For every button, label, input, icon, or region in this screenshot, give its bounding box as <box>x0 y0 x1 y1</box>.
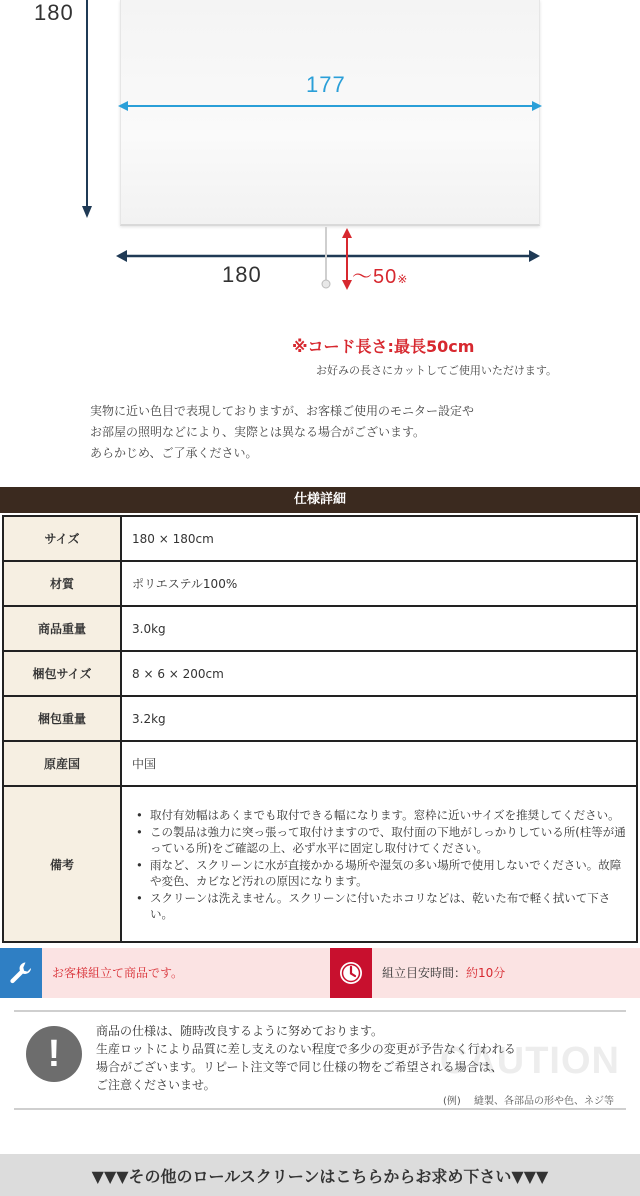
spec-value: 3.0kg <box>121 606 637 651</box>
cord-arrow-bottom <box>342 280 352 290</box>
table-row <box>3 606 637 651</box>
spec-value: 8 × 6 × 200cm <box>121 651 637 696</box>
table-row <box>3 741 637 786</box>
caution-text <box>96 1022 516 1094</box>
inner-width-arrow-right <box>532 101 542 111</box>
height-label: 180 <box>34 0 74 25</box>
cord-arrow-top <box>342 228 352 238</box>
table-row <box>3 696 637 741</box>
clock-icon <box>330 948 372 998</box>
wrench-icon <box>0 948 42 998</box>
table-row <box>3 651 637 696</box>
color-disclaimer-line: あらかじめ、ご了承ください。 <box>90 446 258 460</box>
table-row-notes <box>3 786 637 942</box>
bottom-width-arrow-right <box>529 250 540 262</box>
assembly-info-bar <box>0 948 640 998</box>
spec-key: 備考 <box>3 786 121 942</box>
assembly-label: お客様組立て商品です。 <box>52 966 184 980</box>
spec-key: 梱包重量 <box>3 696 121 741</box>
color-disclaimer <box>90 401 560 464</box>
spec-title: 仕様詳細 <box>0 487 640 513</box>
pull-cord-bead <box>322 280 330 288</box>
notes-list <box>122 807 636 922</box>
bottom-width-arrow-left <box>116 250 127 262</box>
assembly-time-value: 約10分 <box>466 966 506 980</box>
spec-key: 原産国 <box>3 741 121 786</box>
cord-length-subnote: お好みの長さにカットしてご使用いただけます。 <box>316 364 558 377</box>
color-disclaimer-line: お部屋の照明などにより、実際とは異なる場合がございます。 <box>90 425 426 439</box>
table-row <box>3 516 637 561</box>
caution-example: (例) 縫製、各部品の形や色、ネジ等 <box>443 1096 614 1107</box>
spec-key: 商品重量 <box>3 606 121 651</box>
dimension-diagram <box>0 0 640 300</box>
list-item: • この製品は強力に突っ張って取付けますので、取付面の下地がしっかりしている所(柱等が通っている所)をご確認の上、必ず水平に固定し取付けてください。 <box>136 824 626 856</box>
caution-line: 商品の仕様は、随時改良するように努めております。 <box>96 1024 384 1038</box>
inner-width-label: 177 <box>306 72 346 97</box>
cord-length-value: ～50 <box>352 266 398 288</box>
bottom-width-label: 180 <box>222 262 262 287</box>
spec-value: 180 × 180cm <box>121 516 637 561</box>
inner-width-arrow-left <box>118 101 128 111</box>
list-item: • スクリーンは洗えません。スクリーンに付いたホコリなどは、乾いた布で軽く拭いて下さい。 <box>136 890 626 922</box>
caution-line: ご注意くださいませ。 <box>96 1078 216 1092</box>
spec-value: ポリエステル100% <box>121 561 637 606</box>
assembly-time <box>382 964 505 981</box>
list-item: • 取付有効幅はあくまでも取付できる幅になります。窓枠に近いサイズを推奨してください。 <box>136 807 626 823</box>
spec-value: 中国 <box>121 741 637 786</box>
color-disclaimer-line: 実物に近い色目で表現しておりますが、お客様ご使用のモニター設定や <box>90 404 475 418</box>
dimension-arrows <box>0 0 640 300</box>
spec-key: サイズ <box>3 516 121 561</box>
cord-length-note: ※コード長さ:最長50cm <box>292 337 475 356</box>
more-products-link[interactable]: ▼▼▼その他のロールスクリーンはこちらからお求め下さい▼▼▼ <box>0 1154 640 1196</box>
spec-notes-cell <box>121 786 637 942</box>
spec-key: 材質 <box>3 561 121 606</box>
table-row <box>3 561 637 606</box>
spec-value: 3.2kg <box>121 696 637 741</box>
caution-box <box>14 1010 626 1110</box>
caution-line: 生産ロットにより品質に差し支えのない程度で多少の変更が予告なく行われる <box>96 1042 516 1056</box>
caution-watermark: CAUTION <box>439 1040 620 1082</box>
cord-length-mark: ※ <box>397 272 409 286</box>
spec-table <box>2 515 638 943</box>
exclamation-icon: ! <box>26 1026 82 1082</box>
height-arrow-head <box>82 206 92 218</box>
spec-key: 梱包サイズ <box>3 651 121 696</box>
cord-length-label <box>352 260 408 289</box>
assembly-time-label: 組立目安時間： <box>382 966 467 980</box>
list-item: • 雨など、スクリーンに水が直接かかる場所や湿気の多い場所で使用しないでください。故障や変色、カビなど汚れの原因になります。 <box>136 857 626 889</box>
caution-line: 場合がございます。リピート注文等で同じ仕様の物をご希望される場合は、 <box>96 1060 503 1074</box>
